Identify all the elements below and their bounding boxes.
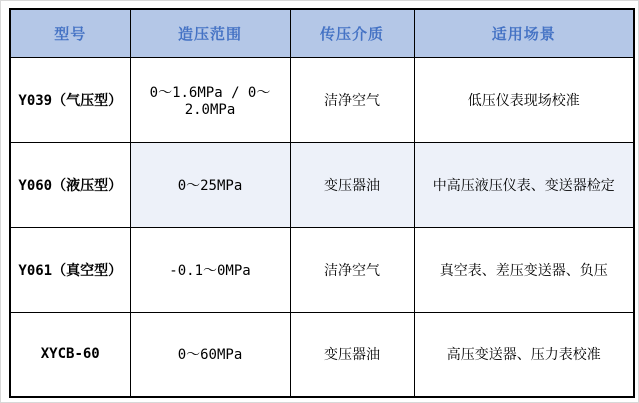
model-cell: XYCB-60 [10, 312, 130, 397]
table-row [10, 227, 634, 312]
model-cell: Y061（真空型） [10, 227, 130, 312]
medium-cell: 洁净空气 [290, 57, 414, 142]
table-header-row [10, 9, 634, 57]
pressure-range-cell: 0～25MPa [130, 142, 290, 227]
column-header-model: 型号 [10, 9, 130, 57]
medium-cell: 变压器油 [290, 142, 414, 227]
medium-cell: 变压器油 [290, 312, 414, 397]
model-cell: Y060（液压型） [10, 142, 130, 227]
table-row [10, 142, 634, 227]
table-row [10, 57, 634, 142]
column-header-scenario: 适用场景 [414, 9, 634, 57]
scenario-cell: 中高压液压仪表、变送器检定 [414, 142, 634, 227]
scenario-cell: 真空表、差压变送器、负压 [414, 227, 634, 312]
scenario-cell: 高压变送器、压力表校准 [414, 312, 634, 397]
pressure-range-cell: 0～1.6MPa / 0～2.0MPa [130, 57, 290, 142]
column-header-medium: 传压介质 [290, 9, 414, 57]
pressure-range-cell: 0～60MPa [130, 312, 290, 397]
model-cell: Y039（气压型） [10, 57, 130, 142]
pressure-calibrator-spec-table [9, 8, 635, 398]
column-header-pressure-range: 造压范围 [130, 9, 290, 57]
pressure-range-cell: -0.1～0MPa [130, 227, 290, 312]
medium-cell: 洁净空气 [290, 227, 414, 312]
scenario-cell: 低压仪表现场校准 [414, 57, 634, 142]
table-row [10, 312, 634, 397]
